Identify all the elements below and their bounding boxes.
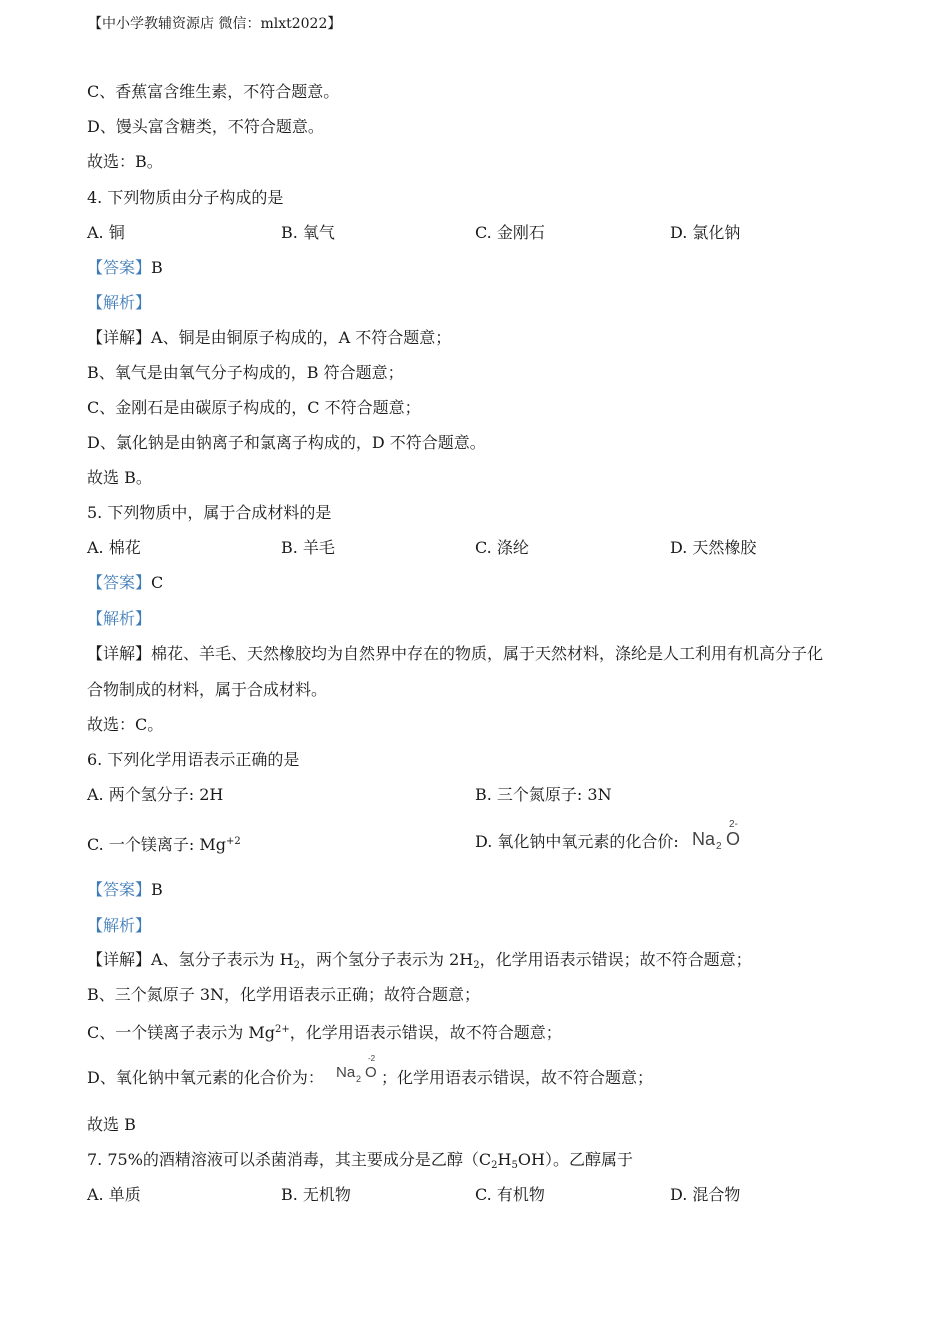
q5-answer: 【答案】C xyxy=(87,573,164,592)
q6-option-d: D. 氧化钠中氧元素的化合价: xyxy=(475,832,679,851)
q6-option-c: C. 一个镁离子: $Mg^{+2}$ xyxy=(87,835,241,854)
q6-detail-3: C、一个镁离子表示为 $Mg^{2+}$，化学用语表示错误，故不符合题意； xyxy=(87,1023,562,1042)
q3-detail-c: C、香蕉富含维生素，不符合题意。 xyxy=(87,82,340,101)
q6-answer: 【答案】B xyxy=(87,880,163,899)
q5-option-b: B. 羊毛 xyxy=(281,538,335,557)
q6-detail-1: 【详解】A、氢分子表示为 $H_2$，两个氢分子表示为 $2H_2$，化学用语表示错误；故不符合题意； xyxy=(87,950,752,971)
q4-answer xyxy=(87,258,163,278)
detail-label: 【详解】 xyxy=(87,328,152,347)
q4-option-d: D. 氯化钠 xyxy=(670,223,741,242)
q7-option-d: D. 混合物 xyxy=(670,1185,741,1204)
q6-detail-4-prefix: D、氧化钠中氧元素的化合价为： xyxy=(87,1068,324,1087)
q4-detail-2: B、氧气是由氧气分子构成的，B 符合题意； xyxy=(87,363,404,382)
page-header: 【中小学教辅资源店 微信：mlxt2022】 xyxy=(88,16,342,32)
q5-option-c: C. 涤纶 xyxy=(475,538,529,557)
answer-label: 【答案】 xyxy=(87,258,152,277)
q7-stem: 7. 75%的酒精溶液可以杀菌消毒，其主要成分是乙醇$(C_2H_5OH)$。乙醇属于 xyxy=(87,1150,633,1171)
q5-choose: 故选：C。 xyxy=(87,715,164,734)
q6-analysis-label: 【解析】 xyxy=(87,916,152,935)
q4-stem: 4. 下列物质由分子构成的是 xyxy=(87,188,284,207)
q7-option-a: A. 单质 xyxy=(87,1185,141,1204)
q6-option-a: A. 两个氢分子: 2H xyxy=(87,785,224,804)
q4-option-b: B. 氧气 xyxy=(281,223,335,242)
q4-answer-value: B xyxy=(151,258,163,277)
q6-stem: 6. 下列化学用语表示正确的是 xyxy=(87,750,300,769)
q5-detail-1: 【详解】棉花、羊毛、天然橡胶均为自然界中存在的物质，属于天然材料，涤纶是人工利用有机高分子化 xyxy=(87,644,824,663)
q4-detail-3: C、金刚石是由碳原子构成的，C 不符合题意； xyxy=(87,398,421,417)
q6-detail-2: B、三个氮原子 3N，化学用语表示正确；故符合题意； xyxy=(87,985,481,1004)
q5-analysis-label: 【解析】 xyxy=(87,609,152,628)
q7-option-b: B. 无机物 xyxy=(281,1185,351,1204)
q4-choose: 故选 B。 xyxy=(87,468,152,487)
q6-choose: 故选 B xyxy=(87,1115,136,1134)
q6-option-b: B. 三个氮原子: 3N xyxy=(475,785,612,804)
q5-answer-value: C xyxy=(151,573,164,592)
q3-detail-d: D、馒头富含糖类，不符合题意。 xyxy=(87,117,324,136)
q7-option-c: C. 有机物 xyxy=(475,1185,545,1204)
q6-detail-4-suffix: ；化学用语表示错误，故不符合题意； xyxy=(381,1068,654,1087)
q5-detail-2: 合物制成的材料，属于合成材料。 xyxy=(87,680,328,699)
q4-analysis-label: 【解析】 xyxy=(87,293,152,312)
q4-option-a: A. 铜 xyxy=(87,223,125,242)
q3-choose: 故选：B。 xyxy=(87,152,163,171)
q4-option-c: C. 金刚石 xyxy=(475,223,545,242)
q5-option-a: A. 棉花 xyxy=(87,538,141,557)
q4-detail-4: D、氯化钠是由钠离子和氯离子构成的，D 不符合题意。 xyxy=(87,433,486,452)
q5-option-d: D. 天然橡胶 xyxy=(670,538,757,557)
q6-answer-value: B xyxy=(151,880,163,899)
q5-stem: 5. 下列物质中，属于合成材料的是 xyxy=(87,503,332,522)
q4-detail-1: 【详解】A、铜是由铜原子构成的，A 不符合题意； xyxy=(87,328,452,347)
